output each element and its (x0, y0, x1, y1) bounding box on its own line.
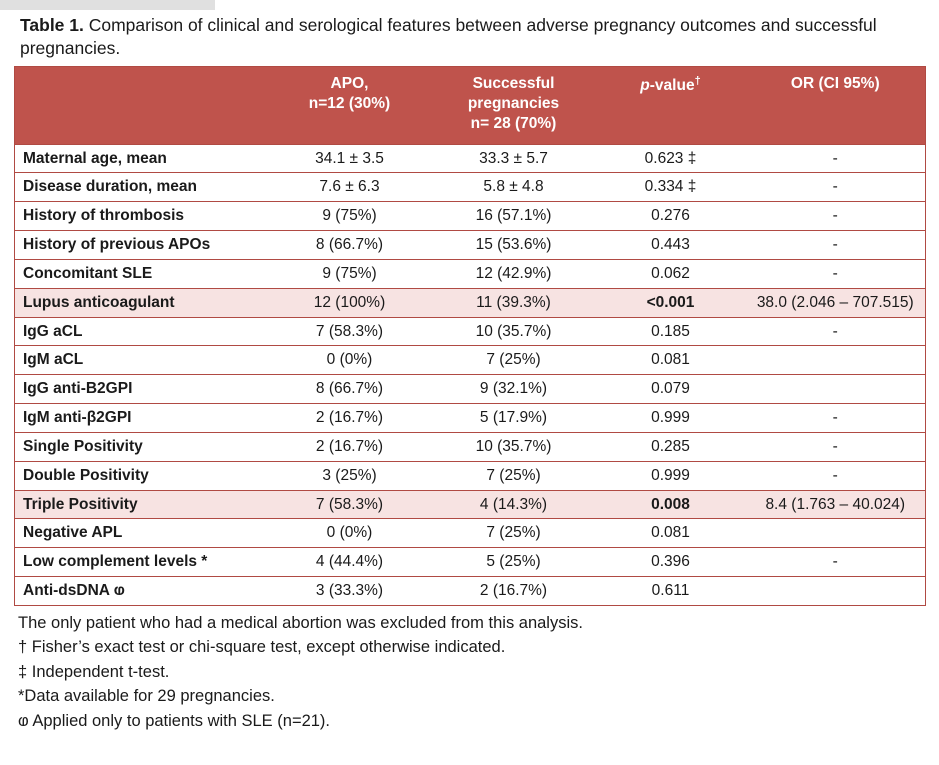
row-label: Maternal age, mean (15, 144, 268, 173)
row-or (746, 375, 926, 404)
row-pvalue: <0.001 (596, 288, 746, 317)
row-successful: 5 (17.9%) (432, 404, 596, 433)
row-pvalue: 0.276 (596, 202, 746, 231)
table-row (15, 346, 926, 375)
row-or: 38.0 (2.046 – 707.515) (746, 288, 926, 317)
row-pvalue: 0.081 (596, 346, 746, 375)
row-or: - (746, 144, 926, 173)
pvalue-suffix: -value (649, 77, 695, 95)
table-row (15, 259, 926, 288)
table-header-apo: APO, n=12 (30%) (268, 67, 432, 144)
footnote-double-dagger: ‡ Independent t-test. (18, 662, 170, 681)
row-or: - (746, 202, 926, 231)
row-successful: 4 (14.3%) (432, 490, 596, 519)
row-pvalue: 0.999 (596, 461, 746, 490)
table-row (15, 490, 926, 519)
table-row (15, 231, 926, 260)
table-footnotes (0, 606, 939, 733)
row-apo: 7 (58.3%) (268, 490, 432, 519)
row-successful: 5.8 ± 4.8 (432, 173, 596, 202)
row-label: IgM aCL (15, 346, 268, 375)
row-apo: 34.1 ± 3.5 (268, 144, 432, 173)
table-row (15, 519, 926, 548)
table-row (15, 461, 926, 490)
row-apo: 9 (75%) (268, 259, 432, 288)
row-apo: 7.6 ± 6.3 (268, 173, 432, 202)
table-row (15, 577, 926, 606)
row-label: History of thrombosis (15, 202, 268, 231)
table-row (15, 375, 926, 404)
footnote-dagger: † Fisher’s exact test or chi-square test, except otherwise indicated. (18, 638, 506, 657)
row-pvalue: 0.285 (596, 432, 746, 461)
row-label: Anti-dsDNA ⱷ (15, 577, 268, 606)
row-label: Lupus anticoagulant (15, 288, 268, 317)
row-label: Negative APL (15, 519, 268, 548)
row-successful: 5 (25%) (432, 548, 596, 577)
row-label: Double Positivity (15, 461, 268, 490)
table-caption-label: Table 1. (20, 15, 84, 35)
row-successful: 10 (35.7%) (432, 317, 596, 346)
row-successful: 7 (25%) (432, 519, 596, 548)
row-pvalue: 0.999 (596, 404, 746, 433)
row-label: IgM anti-β2GPI (15, 404, 268, 433)
row-or: - (746, 404, 926, 433)
row-label: Triple Positivity (15, 490, 268, 519)
table-head (15, 67, 926, 144)
row-label: Concomitant SLE (15, 259, 268, 288)
row-apo: 2 (16.7%) (268, 432, 432, 461)
row-pvalue: 0.008 (596, 490, 746, 519)
row-pvalue: 0.611 (596, 577, 746, 606)
row-label: Single Positivity (15, 432, 268, 461)
row-apo: 8 (66.7%) (268, 375, 432, 404)
row-apo: 2 (16.7%) (268, 404, 432, 433)
row-pvalue: 0.081 (596, 519, 746, 548)
row-or: - (746, 173, 926, 202)
row-or (746, 519, 926, 548)
footnote-phi: ⱷ Applied only to patients with SLE (n=21). (18, 711, 331, 730)
row-or: - (746, 548, 926, 577)
row-or: - (746, 432, 926, 461)
row-or: - (746, 461, 926, 490)
comparison-table (14, 66, 926, 606)
row-or (746, 346, 926, 375)
row-or: 8.4 (1.763 – 40.024) (746, 490, 926, 519)
row-apo: 4 (44.4%) (268, 548, 432, 577)
row-pvalue: 0.396 (596, 548, 746, 577)
row-pvalue: 0.623 ‡ (596, 144, 746, 173)
row-successful: 9 (32.1%) (432, 375, 596, 404)
table-body (15, 144, 926, 605)
table-caption-text: Comparison of clinical and serological features between adverse pregnancy outcomes and successful pregnancies. (20, 15, 877, 59)
row-or: - (746, 317, 926, 346)
table-header-row (15, 67, 926, 144)
table-row (15, 202, 926, 231)
row-successful: 7 (25%) (432, 461, 596, 490)
table-container (0, 66, 939, 606)
row-pvalue: 0.334 ‡ (596, 173, 746, 202)
table-row (15, 288, 926, 317)
row-pvalue: 0.079 (596, 375, 746, 404)
row-apo: 3 (25%) (268, 461, 432, 490)
row-successful: 15 (53.6%) (432, 231, 596, 260)
row-successful: 2 (16.7%) (432, 577, 596, 606)
row-or: - (746, 259, 926, 288)
row-successful: 12 (42.9%) (432, 259, 596, 288)
row-successful: 11 (39.3%) (432, 288, 596, 317)
row-pvalue: 0.185 (596, 317, 746, 346)
table-header-feature (15, 67, 268, 144)
table-row (15, 317, 926, 346)
row-label: IgG anti-B2GPI (15, 375, 268, 404)
table-row (15, 432, 926, 461)
row-successful: 16 (57.1%) (432, 202, 596, 231)
row-pvalue: 0.443 (596, 231, 746, 260)
table-header-successful: Successful pregnancies n= 28 (70%) (432, 67, 596, 144)
row-or (746, 577, 926, 606)
dagger-mark: † (694, 75, 701, 88)
row-successful: 7 (25%) (432, 346, 596, 375)
table-header-pvalue: p-value† (596, 67, 746, 144)
row-successful: 33.3 ± 5.7 (432, 144, 596, 173)
footnote-asterisk: *Data available for 29 pregnancies. (18, 687, 275, 706)
row-apo: 9 (75%) (268, 202, 432, 231)
row-label: Low complement levels * (15, 548, 268, 577)
row-apo: 7 (58.3%) (268, 317, 432, 346)
row-apo: 0 (0%) (268, 346, 432, 375)
table-row (15, 173, 926, 202)
row-label: IgG aCL (15, 317, 268, 346)
top-strip-decoration (0, 0, 215, 10)
table-row (15, 404, 926, 433)
row-pvalue: 0.062 (596, 259, 746, 288)
footnote-exclusion: The only patient who had a medical abortion was excluded from this analysis. (18, 613, 583, 632)
row-label: History of previous APOs (15, 231, 268, 260)
row-apo: 0 (0%) (268, 519, 432, 548)
table-row (15, 144, 926, 173)
row-or: - (746, 231, 926, 260)
row-successful: 10 (35.7%) (432, 432, 596, 461)
table-row (15, 548, 926, 577)
row-apo: 12 (100%) (268, 288, 432, 317)
table-header-or: OR (CI 95%) (746, 67, 926, 144)
row-apo: 8 (66.7%) (268, 231, 432, 260)
row-label: Disease duration, mean (15, 173, 268, 202)
row-apo: 3 (33.3%) (268, 577, 432, 606)
